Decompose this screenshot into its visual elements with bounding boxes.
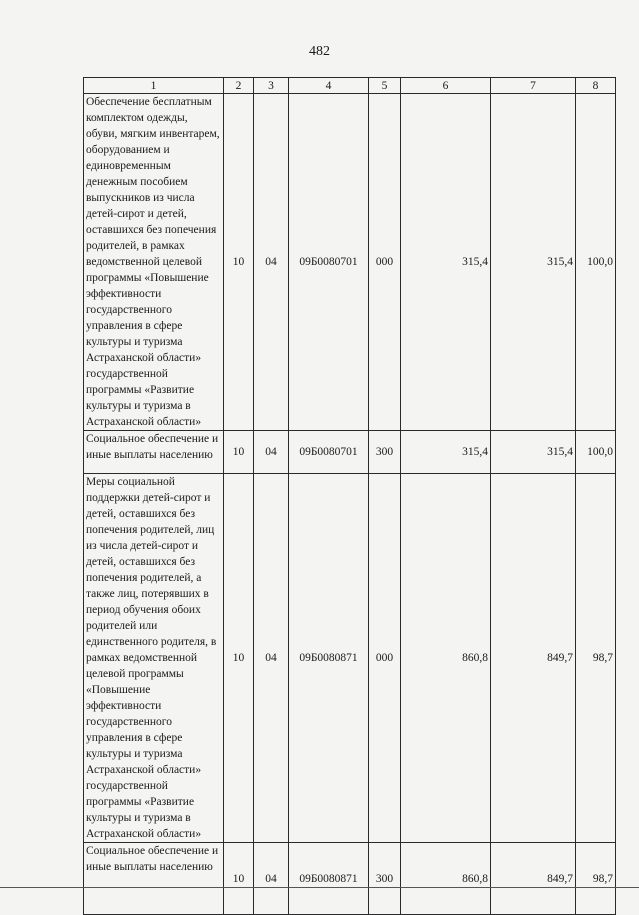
cell-expense-type: 300	[369, 843, 401, 915]
cell-target-article: 09Б0080701	[289, 431, 369, 474]
header-col-3: 3	[254, 78, 289, 94]
header-col-6: 6	[401, 78, 491, 94]
cell-section: 10	[224, 474, 254, 843]
cell-section: 10	[224, 843, 254, 915]
header-row	[84, 78, 616, 94]
budget-table	[83, 77, 616, 915]
cell-subsection: 04	[254, 431, 289, 474]
cell-percent: 100,0	[576, 94, 616, 431]
cell-target-article: 09Б0080871	[289, 843, 369, 915]
cell-expense-type: 000	[369, 474, 401, 843]
cell-planned: 860,8	[401, 843, 491, 915]
cell-section: 10	[224, 431, 254, 474]
row-name: Социальное обеспечение и иные выплаты населению	[84, 431, 224, 474]
cell-percent: 100,0	[576, 431, 616, 474]
table-row	[84, 474, 616, 843]
cell-percent: 98,7	[576, 474, 616, 843]
cell-percent: 98,7	[576, 843, 616, 915]
cell-planned: 315,4	[401, 431, 491, 474]
row-name: Меры социальной поддержки детей-сирот и детей, оставшихся без попечения родителей, лиц из числа детей-сирот и детей, оставшихся без попечения родителей, а также лиц, потерявших в период обучения обоих родителей или единственного родителя, в рамках ведомственной целевой программы «Повышение эффективности государственного управления в сфере культуры и туризма Астраханской области» государственной программы «Развитие культуры и туризма в Астраханской области»	[84, 474, 224, 843]
cell-subsection: 04	[254, 474, 289, 843]
row-name: Обеспечение бесплатным комплектом одежды, обуви, мягким инвентарем, оборудованием и единовременным денежным пособием выпускников из числа детей-сирот и детей, оставшихся без попечения родителей, в рамках ведомственной целевой программы «Повышение эффективности государственного управления в сфере культуры и туризма Астраханской области» государственной программы «Развитие культуры и туризма в Астраханской области»	[84, 94, 224, 431]
cell-expense-type: 000	[369, 94, 401, 431]
cell-executed: 315,4	[491, 431, 576, 474]
table-row	[84, 843, 616, 915]
header-col-4: 4	[289, 78, 369, 94]
cell-subsection: 04	[254, 94, 289, 431]
cell-target-article: 09Б0080871	[289, 474, 369, 843]
cell-executed: 849,7	[491, 843, 576, 915]
cell-executed: 849,7	[491, 474, 576, 843]
row-name: Социальное обеспечение и иные выплаты населению	[84, 843, 224, 915]
cell-target-article: 09Б0080701	[289, 94, 369, 431]
header-col-5: 5	[369, 78, 401, 94]
header-col-2: 2	[224, 78, 254, 94]
header-col-1: 1	[84, 78, 224, 94]
header-col-7: 7	[491, 78, 576, 94]
cell-executed: 315,4	[491, 94, 576, 431]
cell-planned: 860,8	[401, 474, 491, 843]
cell-subsection: 04	[254, 843, 289, 915]
table-row	[84, 431, 616, 474]
cell-section: 10	[224, 94, 254, 431]
bottom-rule	[0, 887, 639, 888]
page-number: 482	[309, 44, 330, 59]
cell-expense-type: 300	[369, 431, 401, 474]
header-col-8: 8	[576, 78, 616, 94]
table-row	[84, 94, 616, 431]
cell-planned: 315,4	[401, 94, 491, 431]
